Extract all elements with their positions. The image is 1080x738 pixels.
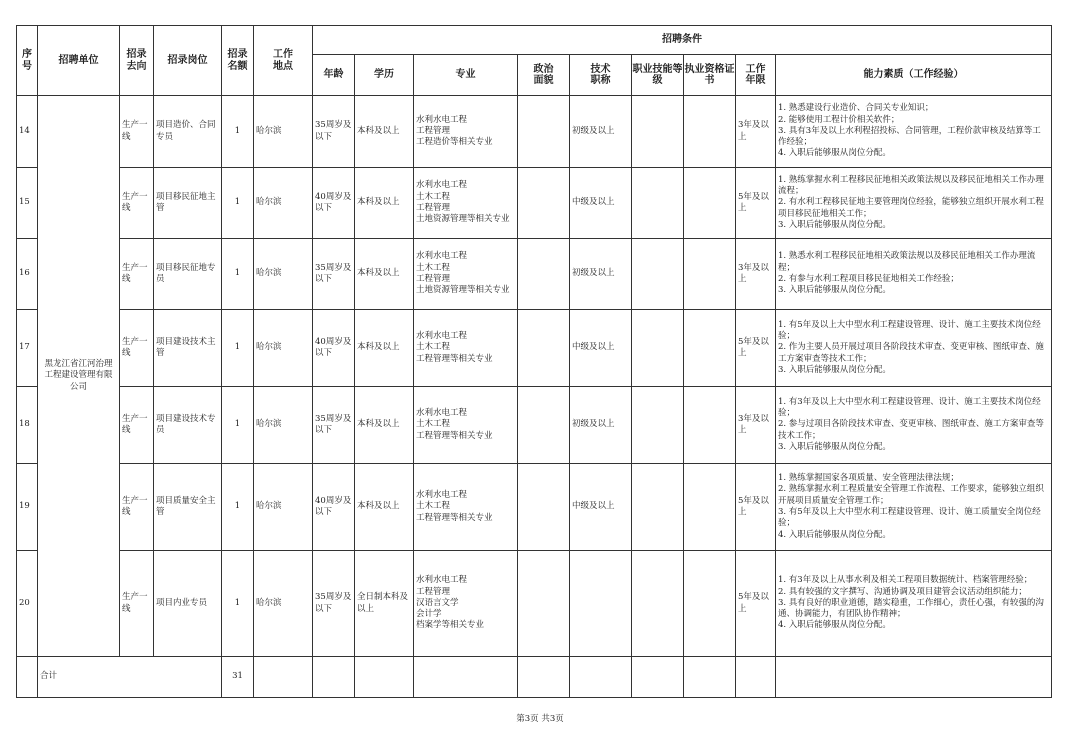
location-cell: 哈尔滨: [254, 464, 313, 551]
political-cell: [518, 551, 570, 657]
header-location: 工作地点: [254, 26, 313, 96]
header-direction: 招录去向: [120, 26, 154, 96]
quota-cell: 1: [222, 387, 254, 464]
education-cell: 本科及以上: [355, 168, 414, 239]
direction-cell: 生产一线: [120, 464, 154, 551]
skill-cell: [632, 551, 684, 657]
major-cell: 水利水电工程 工程管理 汉语言文学 会计学 档案学等相关专业: [414, 551, 518, 657]
position-cell: 项目内业专员: [154, 551, 222, 657]
major-cell: 水利水电工程 土木工程 工程管理等相关专业: [414, 310, 518, 387]
quota-cell: 1: [222, 551, 254, 657]
header-title: 技术职称: [570, 55, 632, 96]
position-cell: 项目质量安全主管: [154, 464, 222, 551]
skill-cell: [632, 310, 684, 387]
education-cell: 全日制本科及以上: [355, 551, 414, 657]
direction-cell: 生产一线: [120, 239, 154, 310]
header-seq: 序号: [17, 26, 38, 96]
cert-cell: [684, 464, 736, 551]
years-cell: 5年及以上: [736, 464, 776, 551]
age-cell: 40周岁及以下: [313, 464, 355, 551]
political-cell: [518, 310, 570, 387]
cert-cell: [684, 310, 736, 387]
ability-cell: 1. 有3年及以上大中型水利工程建设管理、设计、施工主要技术岗位经验； 2. 参与过项目各阶段技术审查、变更审核、图纸审查、施工方案审查等技术工作； 3. 入职后能够服从岗位分配。: [776, 387, 1052, 464]
ability-cell: 1. 熟悉建设行业造价、合同关专业知识； 2. 能够使用工程计价相关软件； 3. 具有3年及以上水利程招投标、合同管理，工程价款审核及结算等工作经验； 4. 入职后能够服从岗位分配。: [776, 96, 1052, 168]
table-row: [17, 464, 1052, 551]
direction-cell: 生产一线: [120, 551, 154, 657]
table-row: [17, 168, 1052, 239]
political-cell: [518, 239, 570, 310]
age-cell: 35周岁及以下: [313, 387, 355, 464]
skill-cell: [632, 96, 684, 168]
location-cell: 哈尔滨: [254, 239, 313, 310]
major-cell: 水利水电工程 土木工程 工程管理等相关专业: [414, 464, 518, 551]
political-cell: [518, 168, 570, 239]
ability-cell: 1. 有3年及以上从事水利及相关工程项目数据统计、档案管理经验； 2. 具有较强的文字撰写、沟通协调及项目建管会议活动组织能力； 3. 具有良好的职业道德，踏实稳重，工作细心，责任心强，有较强的沟通、协调能力，有团队协作精神； 4. 入职后能够服从岗位分配。: [776, 551, 1052, 657]
location-cell: 哈尔滨: [254, 310, 313, 387]
years-cell: 3年及以上: [736, 387, 776, 464]
header-position: 招录岗位: [154, 26, 222, 96]
political-cell: [518, 464, 570, 551]
location-cell: 哈尔滨: [254, 387, 313, 464]
ability-cell: 1. 有5年及以上大中型水利工程建设管理、设计、施工主要技术岗位经验； 2. 作为主要人员开展过项目各阶段技术审查、变更审核、图纸审查、施工方案审查等技术工作； 3. 入职后能够服从岗位分配。: [776, 310, 1052, 387]
position-cell: 项目造价、合同专员: [154, 96, 222, 168]
position-cell: 项目建设技术专员: [154, 387, 222, 464]
table-row: [17, 551, 1052, 657]
education-cell: 本科及以上: [355, 239, 414, 310]
quota-cell: 1: [222, 310, 254, 387]
title-cell: 初级及以上: [570, 387, 632, 464]
years-cell: 5年及以上: [736, 168, 776, 239]
total-row: [17, 657, 1052, 698]
ability-cell: 1. 熟练掌握水利工程移民征地相关政策法规以及移民征地相关工作办理流程； 2. 有水利工程移民征地主要管理岗位经验，能够独立组织开展水利工程项目移民征地相关工作； 3. 入职后能够服从岗位分配。: [776, 168, 1052, 239]
title-cell: 初级及以上: [570, 239, 632, 310]
header-years: 工作年限: [736, 55, 776, 96]
title-cell: [570, 551, 632, 657]
cert-cell: [684, 551, 736, 657]
recruitment-table: [16, 25, 1052, 698]
seq-cell: 14: [17, 96, 38, 168]
header-skill: 职业技能等级: [632, 55, 684, 96]
education-cell: 本科及以上: [355, 387, 414, 464]
table-row: [17, 96, 1052, 168]
header-ability: 能力素质（工作经验）: [776, 55, 1052, 96]
header-unit: 招聘单位: [38, 26, 120, 96]
title-cell: 初级及以上: [570, 96, 632, 168]
location-cell: 哈尔滨: [254, 96, 313, 168]
position-cell: 项目建设技术主管: [154, 310, 222, 387]
seq-cell: 19: [17, 464, 38, 551]
years-cell: 3年及以上: [736, 96, 776, 168]
header-age: 年龄: [313, 55, 355, 96]
cert-cell: [684, 387, 736, 464]
position-cell: 项目移民征地主管: [154, 168, 222, 239]
major-cell: 水利水电工程 土木工程 工程管理 土地资源管理等相关专业: [414, 239, 518, 310]
seq-cell: 17: [17, 310, 38, 387]
location-cell: 哈尔滨: [254, 168, 313, 239]
seq-cell: 16: [17, 239, 38, 310]
cert-cell: [684, 239, 736, 310]
years-cell: 5年及以上: [736, 551, 776, 657]
unit-cell: 黑龙江省江河治理工程建设管理有限公司: [38, 96, 120, 657]
education-cell: 本科及以上: [355, 96, 414, 168]
major-cell: 水利水电工程 土木工程 工程管理 土地资源管理等相关专业: [414, 168, 518, 239]
age-cell: 35周岁及以下: [313, 551, 355, 657]
quota-cell: 1: [222, 168, 254, 239]
political-cell: [518, 387, 570, 464]
age-cell: 40周岁及以下: [313, 168, 355, 239]
cert-cell: [684, 168, 736, 239]
cert-cell: [684, 96, 736, 168]
quota-cell: 1: [222, 239, 254, 310]
education-cell: 本科及以上: [355, 464, 414, 551]
table-row: [17, 310, 1052, 387]
title-cell: 中级及以上: [570, 464, 632, 551]
header-major: 专业: [414, 55, 518, 96]
seq-cell: 15: [17, 168, 38, 239]
direction-cell: 生产一线: [120, 168, 154, 239]
direction-cell: 生产一线: [120, 387, 154, 464]
total-label: 合计: [38, 657, 222, 698]
age-cell: 35周岁及以下: [313, 239, 355, 310]
header-education: 学历: [355, 55, 414, 96]
skill-cell: [632, 387, 684, 464]
education-cell: 本科及以上: [355, 310, 414, 387]
header-conditions: 招聘条件: [313, 26, 1052, 55]
age-cell: 40周岁及以下: [313, 310, 355, 387]
title-cell: 中级及以上: [570, 310, 632, 387]
major-cell: 水利水电工程 土木工程 工程管理等相关专业: [414, 387, 518, 464]
total-quota: 31: [222, 657, 254, 698]
header-political: 政治面貌: [518, 55, 570, 96]
age-cell: 35周岁及以下: [313, 96, 355, 168]
skill-cell: [632, 239, 684, 310]
direction-cell: 生产一线: [120, 96, 154, 168]
position-cell: 项目移民征地专员: [154, 239, 222, 310]
years-cell: 5年及以上: [736, 310, 776, 387]
title-cell: 中级及以上: [570, 168, 632, 239]
quota-cell: 1: [222, 96, 254, 168]
table-row: [17, 387, 1052, 464]
seq-cell: 20: [17, 551, 38, 657]
header-quota: 招录名额: [222, 26, 254, 96]
political-cell: [518, 96, 570, 168]
skill-cell: [632, 464, 684, 551]
location-cell: 哈尔滨: [254, 551, 313, 657]
header-cert: 执业资格证书: [684, 55, 736, 96]
skill-cell: [632, 168, 684, 239]
page-number: 第3页 共3页: [516, 714, 564, 724]
ability-cell: 1. 熟练掌握国家各项质量、安全管理法律法规； 2. 熟练掌握水利工程质量安全管理工作流程、工作要求，能够独立组织开展项目质量安全管理工作； 3. 有5年及以上大中型水利工程建设管理、设计、施工质量安全岗位经验； 4. 入职后能够服从岗位分配。: [776, 464, 1052, 551]
years-cell: 3年及以上: [736, 239, 776, 310]
direction-cell: 生产一线: [120, 310, 154, 387]
major-cell: 水利水电工程 工程管理 工程造价等相关专业: [414, 96, 518, 168]
quota-cell: 1: [222, 464, 254, 551]
table-row: [17, 239, 1052, 310]
seq-cell: 18: [17, 387, 38, 464]
ability-cell: 1. 熟悉水利工程移民征地相关政策法规以及移民征地相关工作办理流程； 2. 有参与水利工程项目移民征地相关工作经验； 3. 入职后能够服从岗位分配。: [776, 239, 1052, 310]
